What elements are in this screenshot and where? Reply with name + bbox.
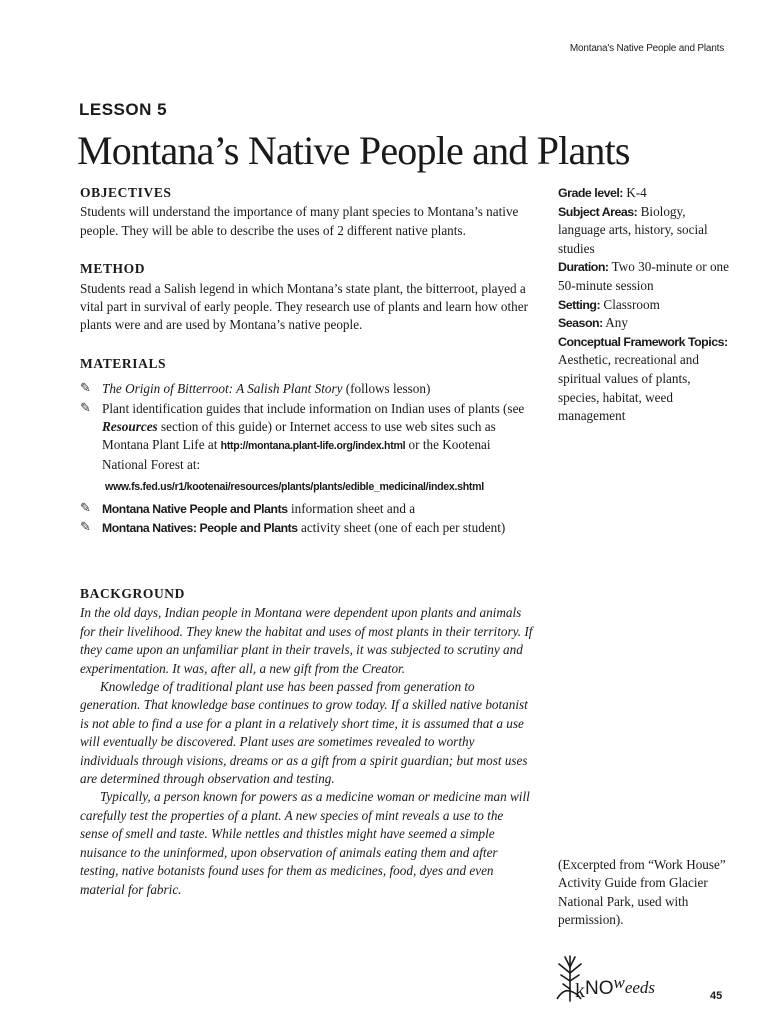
kootenai-url[interactable]: www.fs.fed.us/r1/kootenai/resources/plants/plants/edible_medicinal/index.shtml xyxy=(105,481,484,494)
duration xyxy=(558,258,730,295)
main-column xyxy=(80,184,535,558)
season-value: Any xyxy=(602,315,628,331)
method-text: Students read a Salish legend in which Montana’s state plant, the bitterroot, played a vital part in survival of early people. They research use of plants and learn how other plants were and are used by Montana’s native people. xyxy=(80,280,528,333)
season xyxy=(558,314,730,333)
materials-item-text: (follows lesson) xyxy=(342,381,431,397)
grade-level-value: K-4 xyxy=(622,185,647,200)
knoweeds-logo xyxy=(553,953,681,1003)
grade-level xyxy=(558,184,730,203)
materials-item-text: activity sheet (one of each per student) xyxy=(297,520,506,536)
materials-item-text: section of this guide) or Internet access to use web sites such as Montana Plant Life at xyxy=(102,419,496,453)
background-paragraph: Typically, a person known for powers as a medicine woman or medicine man will carefully test the properties of a plant. A new species of mint reveals a use to the sense of smell and taste. While nettles and thistles might have seemed a simple nuisance to the uninformed, upon observation of animals eating them and after testing, native botanists found uses for them as medicines, food, dyes and even material for fabric. xyxy=(80,789,530,897)
page-number: 45 xyxy=(710,990,723,1002)
setting-value: Classroom xyxy=(600,296,660,312)
running-head: Montana's Native People and Plants xyxy=(569,43,724,54)
subject-areas xyxy=(558,203,730,259)
lesson-label: LESSON 5 xyxy=(79,100,168,119)
pencil-icon: ✎ xyxy=(80,400,91,416)
materials-item-text: Plant identification guides that include information on Indian uses of plants (see xyxy=(102,400,525,416)
materials-section xyxy=(80,355,535,538)
materials-heading: MATERIALS xyxy=(80,355,167,371)
materials-item xyxy=(80,500,535,518)
duration-value: Two 30-minute or one 50-minute session xyxy=(558,259,729,293)
method-heading: METHOD xyxy=(80,261,146,277)
objectives-section xyxy=(80,184,535,240)
materials-item xyxy=(80,400,535,497)
framework-topics-value: Aesthetic, recreational and spiritual values of plants, species, habitat, weed management xyxy=(558,352,699,424)
plant-life-url[interactable]: http://montana.plant-life.org/index.html xyxy=(220,440,406,453)
page-title: Montana’s Native People and Plants xyxy=(77,128,630,173)
materials-list xyxy=(80,380,535,537)
subject-areas-value: Biology, language arts, history, social studies xyxy=(558,203,708,256)
background-paragraph: In the old days, Indian people in Montana were dependent upon plants and animals for their livelihood. They knew the habitat and uses of most plants in their territory. If they came upon an unfamiliar plant in their travels, it was subjected to scrutiny and experimentation. It was, after all, a new gift from the Creator. xyxy=(80,605,533,676)
method-section xyxy=(80,260,535,335)
excerpt-note: (Excerpted from “Work House” Activity Guide from Glacier National Park, used with permission). xyxy=(558,857,726,928)
setting-label: Setting: xyxy=(558,297,601,312)
lesson-sidebar xyxy=(558,184,730,426)
subject-areas-label: Subject Areas: xyxy=(558,204,638,219)
pencil-icon: ✎ xyxy=(80,381,91,397)
info-sheet-title: Montana Native People and Plants xyxy=(102,501,288,516)
logo-wordmark: kNO$^w_{eeds}$ xyxy=(575,973,656,1002)
materials-item-text: information sheet and a xyxy=(287,500,416,516)
materials-item xyxy=(80,519,535,537)
objectives-heading: OBJECTIVES xyxy=(80,185,172,200)
duration-label: Duration: xyxy=(558,260,609,275)
framework-topics xyxy=(558,333,730,426)
background-section xyxy=(80,585,535,899)
setting xyxy=(558,296,730,315)
pencil-icon: ✎ xyxy=(80,520,91,536)
materials-item-text: or the Kootenai National Forest at: xyxy=(102,437,491,472)
season-label: Season: xyxy=(558,316,603,331)
objectives-text: Students will understand the importance of many plant species to Montana’s native people. They will be able to describe the uses of 2 different native plants. xyxy=(80,204,519,238)
pencil-icon: ✎ xyxy=(80,500,91,516)
background-paragraph: Knowledge of traditional plant use has been passed from generation to generation. That knowledge base continues to grow today. If a skilled native botanist is not able to find a use for a plant in a relatively short time, it is assumed that a use will eventually be discovered. Plant uses are sometimes revealed to worthy individuals through visions, dreams or as a gift from a spirit guardian; but most uses are determined through observation and testing. xyxy=(80,679,528,787)
legend-title: The Origin of Bitterroot: A Salish Plant Story xyxy=(102,381,343,397)
grade-level-label: Grade level: xyxy=(558,186,623,200)
framework-topics-label: Conceptual Framework Topics: xyxy=(558,334,728,349)
background-heading: BACKGROUND xyxy=(80,586,186,601)
activity-sheet-title: Montana Natives: People and Plants xyxy=(102,521,298,536)
resources-reference: Resources xyxy=(102,419,158,435)
materials-item xyxy=(80,380,535,398)
